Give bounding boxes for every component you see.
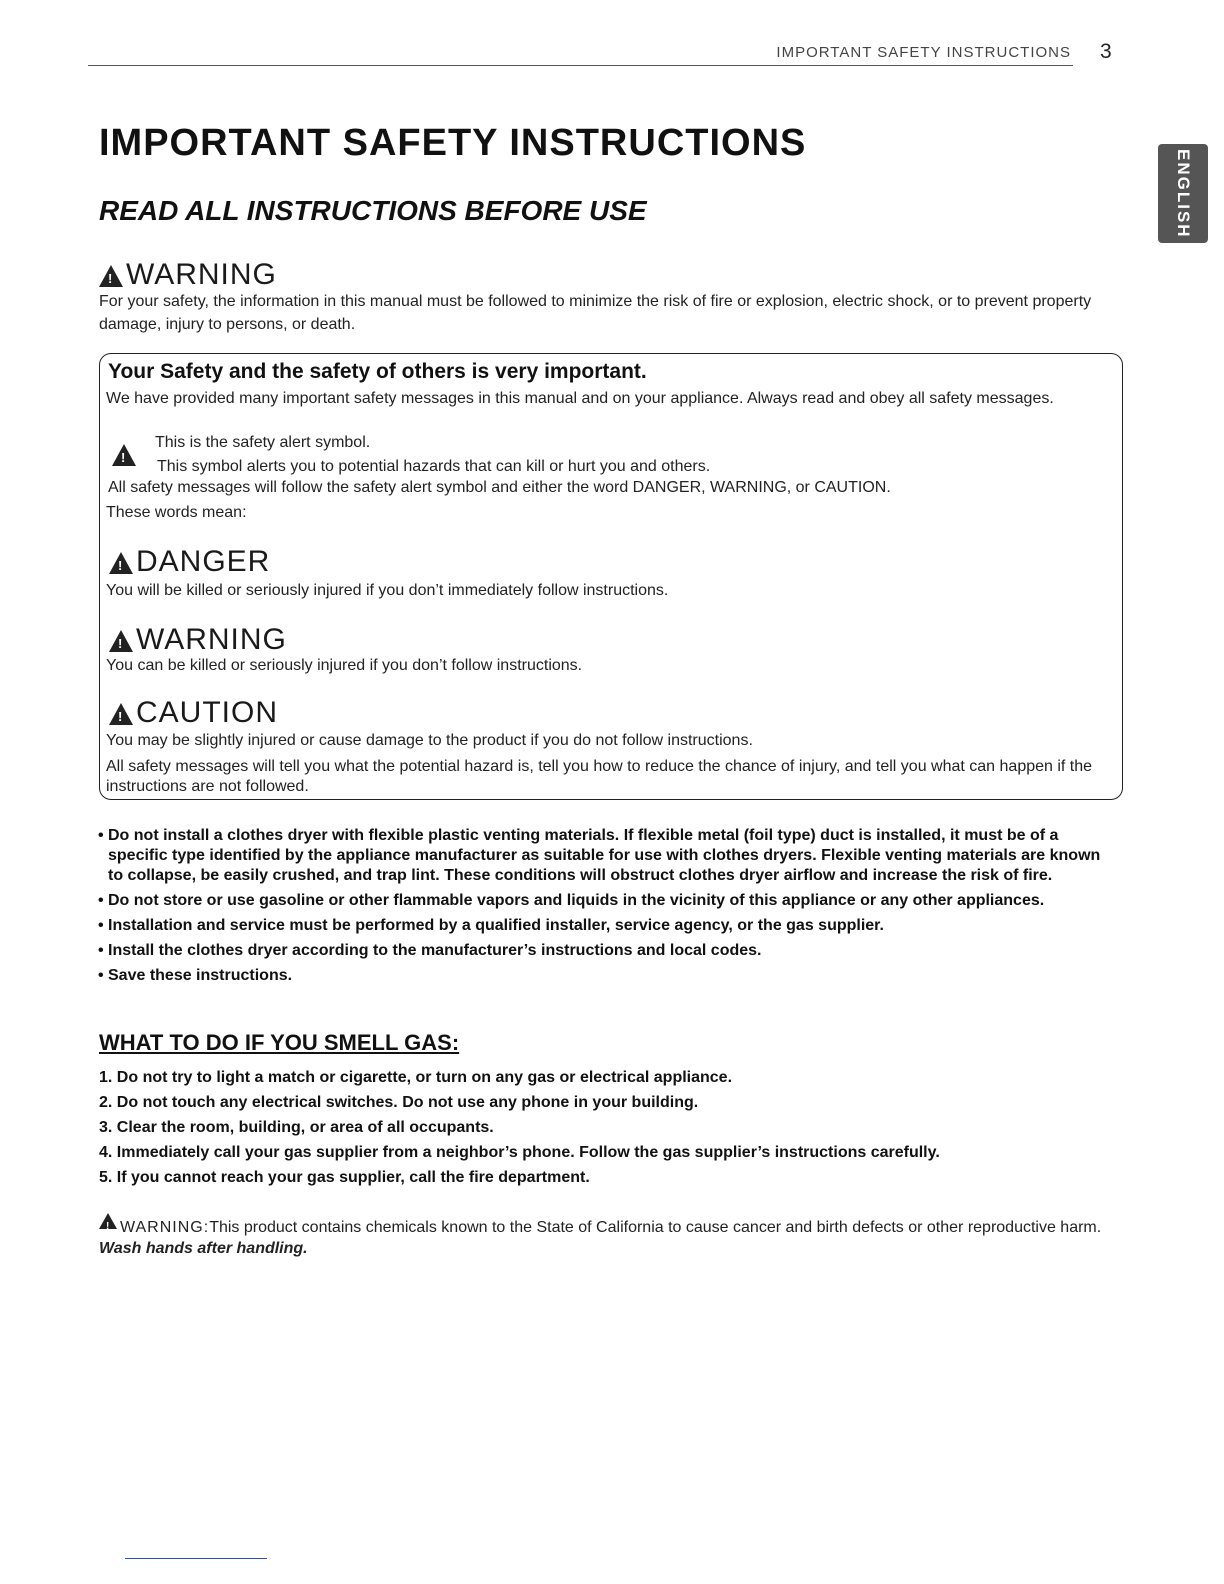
list-item: 4. Immediately call your gas supplier from a neighbor’s phone. Follow the gas supplier’s instructions carefully. xyxy=(99,1144,940,1161)
follow-symbol-line: All safety messages will follow the safety alert symbol and either the word DANGER, WARNING, or CAUTION. xyxy=(108,479,891,496)
caution-triangle-icon xyxy=(109,703,133,725)
prop65-warning xyxy=(99,1213,1109,1259)
caution-text: You may be slightly injured or cause damage to the product if you do not follow instructions. xyxy=(106,732,753,749)
list-item: 3. Clear the room, building, or area of all occupants. xyxy=(99,1119,494,1136)
danger-word: DANGER xyxy=(136,545,271,578)
safety-box-closing: All safety messages will tell you what the potential hazard is, tell you how to reduce the chance of injury, and tell you what can happen if the instructions are not followed. xyxy=(106,758,1093,795)
words-mean-line: These words mean: xyxy=(106,504,247,521)
safety-box-intro: We have provided many important safety messages in this manual and on your appliance. Always read and obey all safety messages. xyxy=(106,390,1054,407)
alert-symbol-line-1: This is the safety alert symbol. xyxy=(155,434,371,451)
alert-symbol-line-2: This symbol alerts you to potential hazards that can kill or hurt you and others. xyxy=(157,458,711,475)
safety-alert-triangle-icon xyxy=(112,444,136,466)
safety-bullets xyxy=(99,826,1109,991)
running-header: IMPORTANT SAFETY INSTRUCTIONS xyxy=(776,44,1071,61)
caution-heading xyxy=(109,698,278,728)
prop65-text: This product contains chemicals known to the State of California to cause cancer and birth defects or other reproductive harm. xyxy=(209,1219,1102,1236)
footer-rule xyxy=(125,1558,267,1559)
page-subtitle: READ ALL INSTRUCTIONS BEFORE USE xyxy=(99,195,647,226)
list-item: • Do not install a clothes dryer with flexible plastic venting materials. If flexible metal (foil type) duct is installed, it must be of a specific type identified by the appliance manufacturer as suitable for use with clothes dryers. Flexible venting materials are known to collapse, be easily crushed, and trap lint. These conditions will obstruct clothes dryer airflow and increase the risk of fire. xyxy=(99,826,1109,886)
warning-word: WARNING xyxy=(126,258,277,291)
caution-word: CAUTION xyxy=(136,696,278,729)
list-item: • Save these instructions. xyxy=(99,966,1109,986)
warning-triangle-icon xyxy=(109,630,133,652)
top-warning-heading xyxy=(99,260,277,290)
prop65-warning-word: WARNING: xyxy=(120,1219,210,1236)
warning-heading xyxy=(109,625,287,655)
warning-triangle-icon xyxy=(99,1213,117,1229)
smell-gas-heading: WHAT TO DO IF YOU SMELL GAS: xyxy=(99,1030,460,1055)
list-item: 5. If you cannot reach your gas supplier, call the fire department. xyxy=(99,1169,590,1186)
header-divider xyxy=(88,65,1073,66)
safety-box-title: Your Safety and the safety of others is very important. xyxy=(108,360,647,383)
list-item: • Installation and service must be performed by a qualified installer, service agency, or the gas supplier. xyxy=(99,916,1109,936)
danger-text: You will be killed or seriously injured if you don’t immediately follow instructions. xyxy=(106,582,669,599)
safety-message-box xyxy=(99,353,1123,800)
danger-triangle-icon xyxy=(109,552,133,574)
wash-hands-note: Wash hands after handling. xyxy=(99,1240,308,1257)
page-title: IMPORTANT SAFETY INSTRUCTIONS xyxy=(99,122,807,164)
list-item: 2. Do not touch any electrical switches. Do not use any phone in your building. xyxy=(99,1094,699,1111)
warning-text: You can be killed or seriously injured if you don’t follow instructions. xyxy=(106,657,583,674)
list-item: • Do not store or use gasoline or other flammable vapors and liquids in the vicinity of this appliance or any other appliances. xyxy=(99,891,1109,911)
page-number: 3 xyxy=(1100,40,1112,63)
top-warning-text: For your safety, the information in this manual must be followed to minimize the risk of fire or explosion, electric shock, or to prevent property damage, injury to persons, or death. xyxy=(99,293,1092,333)
warning-word: WARNING xyxy=(136,623,287,656)
smell-gas-steps xyxy=(99,1068,1109,1193)
language-tab xyxy=(1158,144,1208,243)
warning-triangle-icon xyxy=(99,265,123,287)
danger-heading xyxy=(109,547,270,577)
list-item: • Install the clothes dryer according to the manufacturer’s instructions and local codes. xyxy=(99,941,1109,961)
list-item: 1. Do not try to light a match or cigarette, or turn on any gas or electrical appliance. xyxy=(99,1069,733,1086)
language-tab-label: ENGLISH xyxy=(1174,148,1193,239)
